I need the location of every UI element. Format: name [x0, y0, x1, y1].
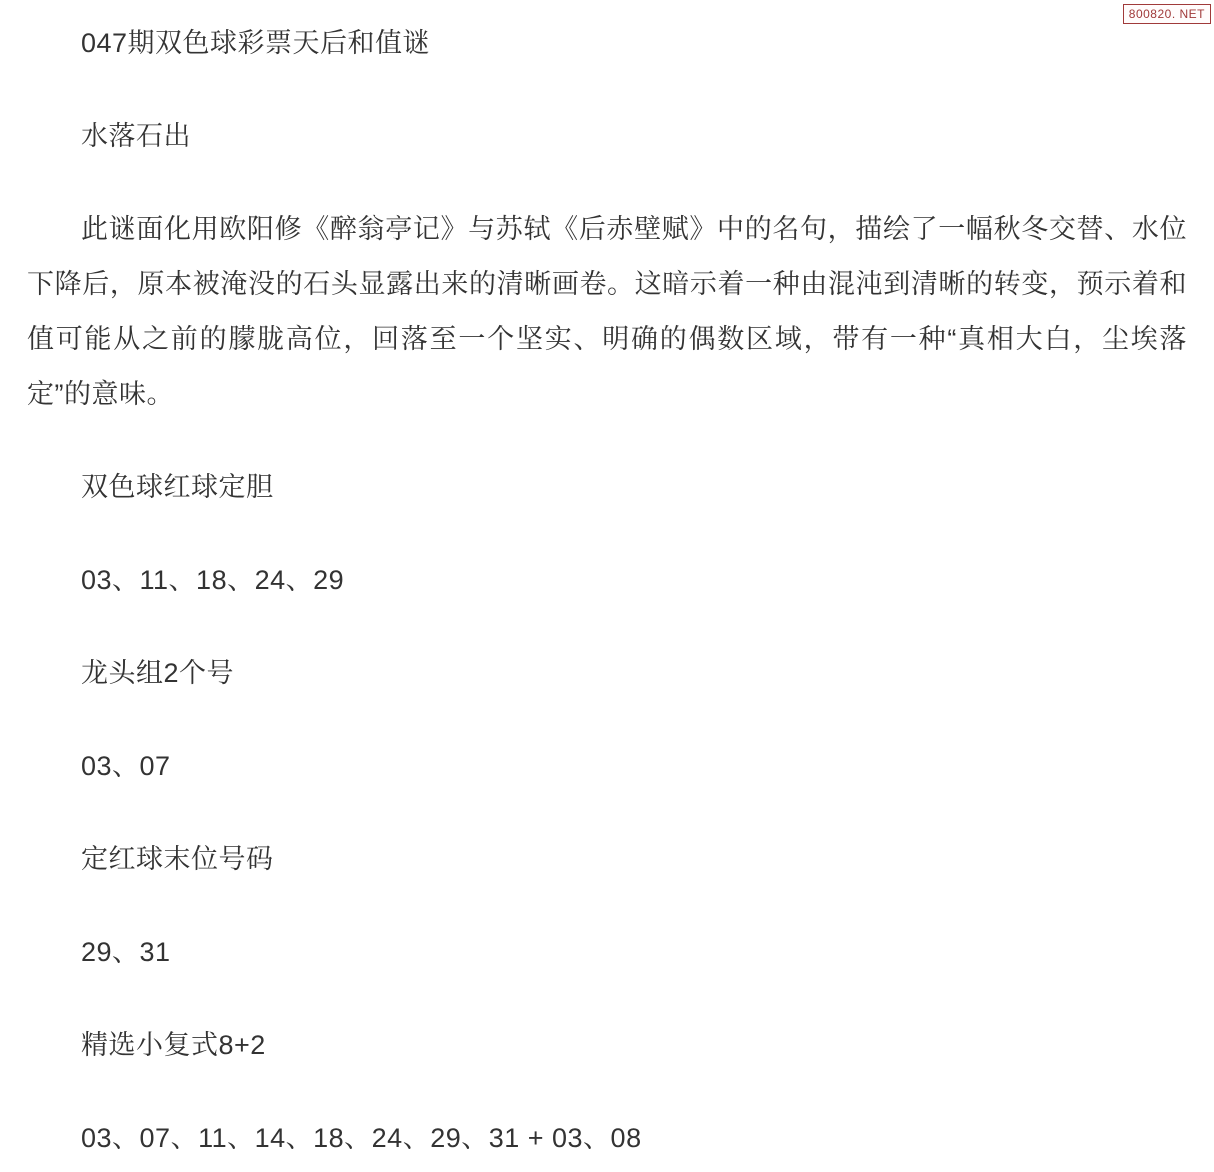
section-label-last-position: 定红球末位号码 — [81, 844, 274, 874]
section-label-duplex-pick: 精选小复式8+2 — [81, 1030, 266, 1060]
section-value-dragon-head: 03、07 — [81, 751, 171, 781]
site-watermark-badge: 800820. NET — [1123, 4, 1211, 24]
article-title: 047期双色球彩票天后和值谜 — [81, 28, 431, 58]
section-value-red-ball-dan: 03、11、18、24、29 — [81, 565, 345, 595]
analysis-paragraph: 此谜面化用欧阳修《醉翁亭记》与苏轼《后赤壁赋》中的名句，描绘了一幅秋冬交替、水位下降后，原本被淹没的石头显露出来的清晰画卷。这暗示着一种由混沌到清晰的转变，预示着和值可能从之前的朦胧高位，回落至一个坚实、明确的偶数区域，带有一种“真相大白，尘埃落定”的意味。 — [27, 214, 1187, 409]
section-label-dragon-head: 龙头组2个号 — [81, 658, 235, 688]
section-value-duplex-pick: 03、07、11、14、18、24、29、31 + 03、08 — [81, 1123, 642, 1153]
riddle-text: 水落石出 — [81, 121, 191, 151]
section-value-last-position: 29、31 — [81, 937, 171, 967]
section-label-red-ball-dan: 双色球红球定胆 — [81, 472, 274, 502]
